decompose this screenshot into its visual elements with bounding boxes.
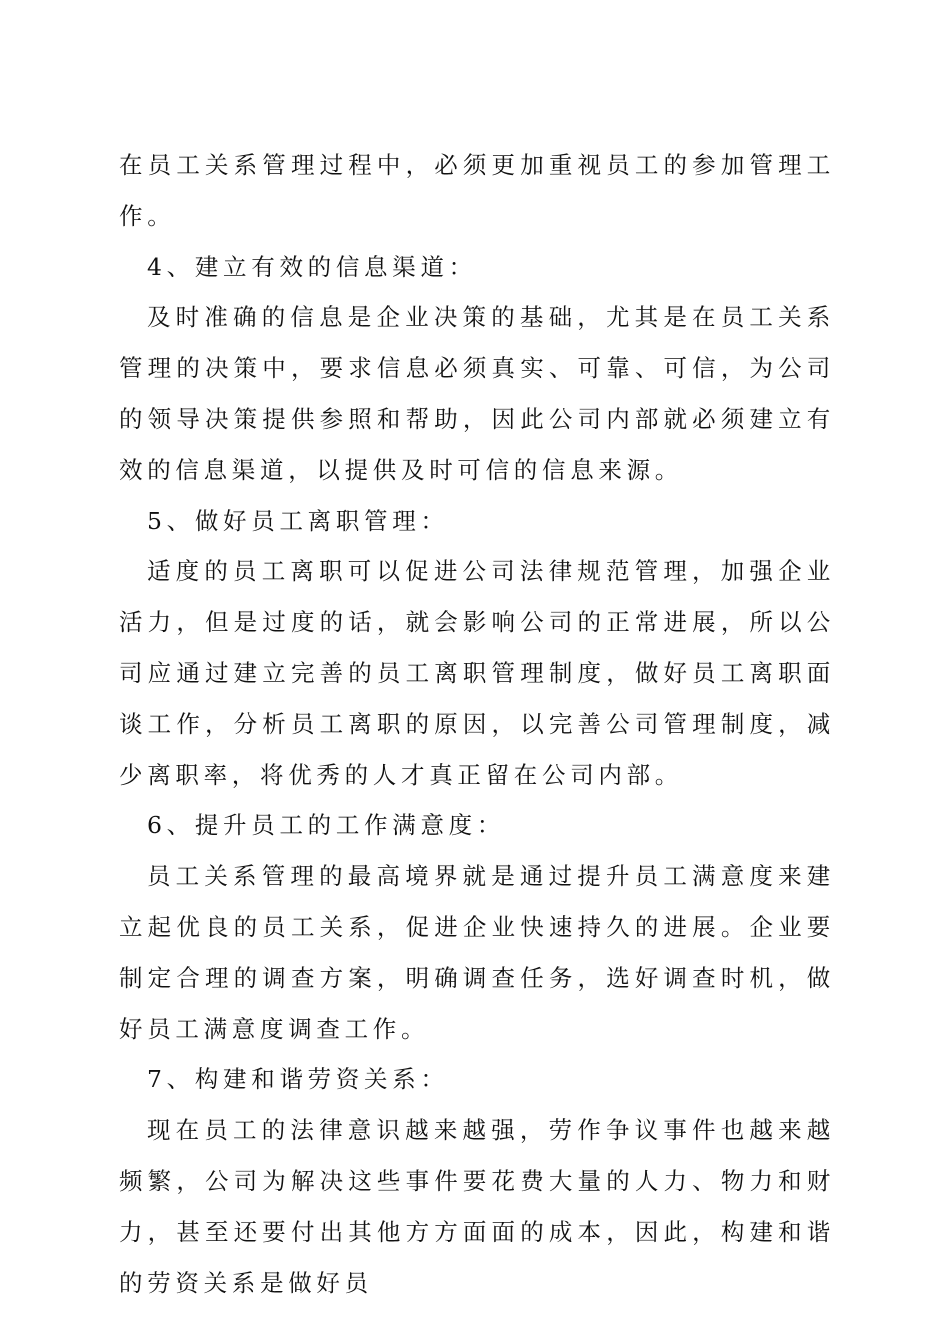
paragraph-continuation: 在员工关系管理过程中，必须更加重视员工的参加管理工作。 (119, 151, 835, 230)
section-heading-4: 4、建立有效的信息渠道： (147, 252, 477, 281)
paragraph-job-satisfaction: 员工关系管理的最高境界就是通过提升员工满意度来建立起优良的员工关系，促进企业快速持久的进展。企业要制定合理的调查方案，明确调查任务，选好调查时机，做好员工满意度调查工作。 (119, 862, 835, 1043)
section-heading-7: 7、构建和谐劳资关系： (147, 1065, 449, 1094)
paragraph-info-channels: 及时准确的信息是企业决策的基础，尤其是在员工关系管理的决策中，要求信息必须真实、可靠、可信，为公司的领导决策提供参照和帮助，因此公司内部就必须建立有效的信息渠道，以提供及时可信的信息来源。 (119, 303, 835, 484)
section-heading-6: 6、提升员工的工作满意度： (147, 811, 506, 840)
paragraph-labor-relations: 现在员工的法律意识越来越强，劳作争议事件也越来越频繁，公司为解决这些事件要花费大量的人力、物力和财力，甚至还要付出其他方方面面的成本，因此，构建和谐的劳资关系是做好员 (119, 1116, 835, 1297)
document-body (119, 140, 835, 1308)
paragraph-resignation-management: 适度的员工离职可以促进公司法律规范管理，加强企业活力，但是过度的话，就会影响公司的正常进展，所以公司应通过建立完善的员工离职管理制度，做好员工离职面谈工作，分析员工离职的原因，以完善公司管理制度，减少离职率，将优秀的人才真正留在公司内部。 (119, 557, 835, 789)
section-heading-5: 5、做好员工离职管理： (147, 506, 449, 535)
